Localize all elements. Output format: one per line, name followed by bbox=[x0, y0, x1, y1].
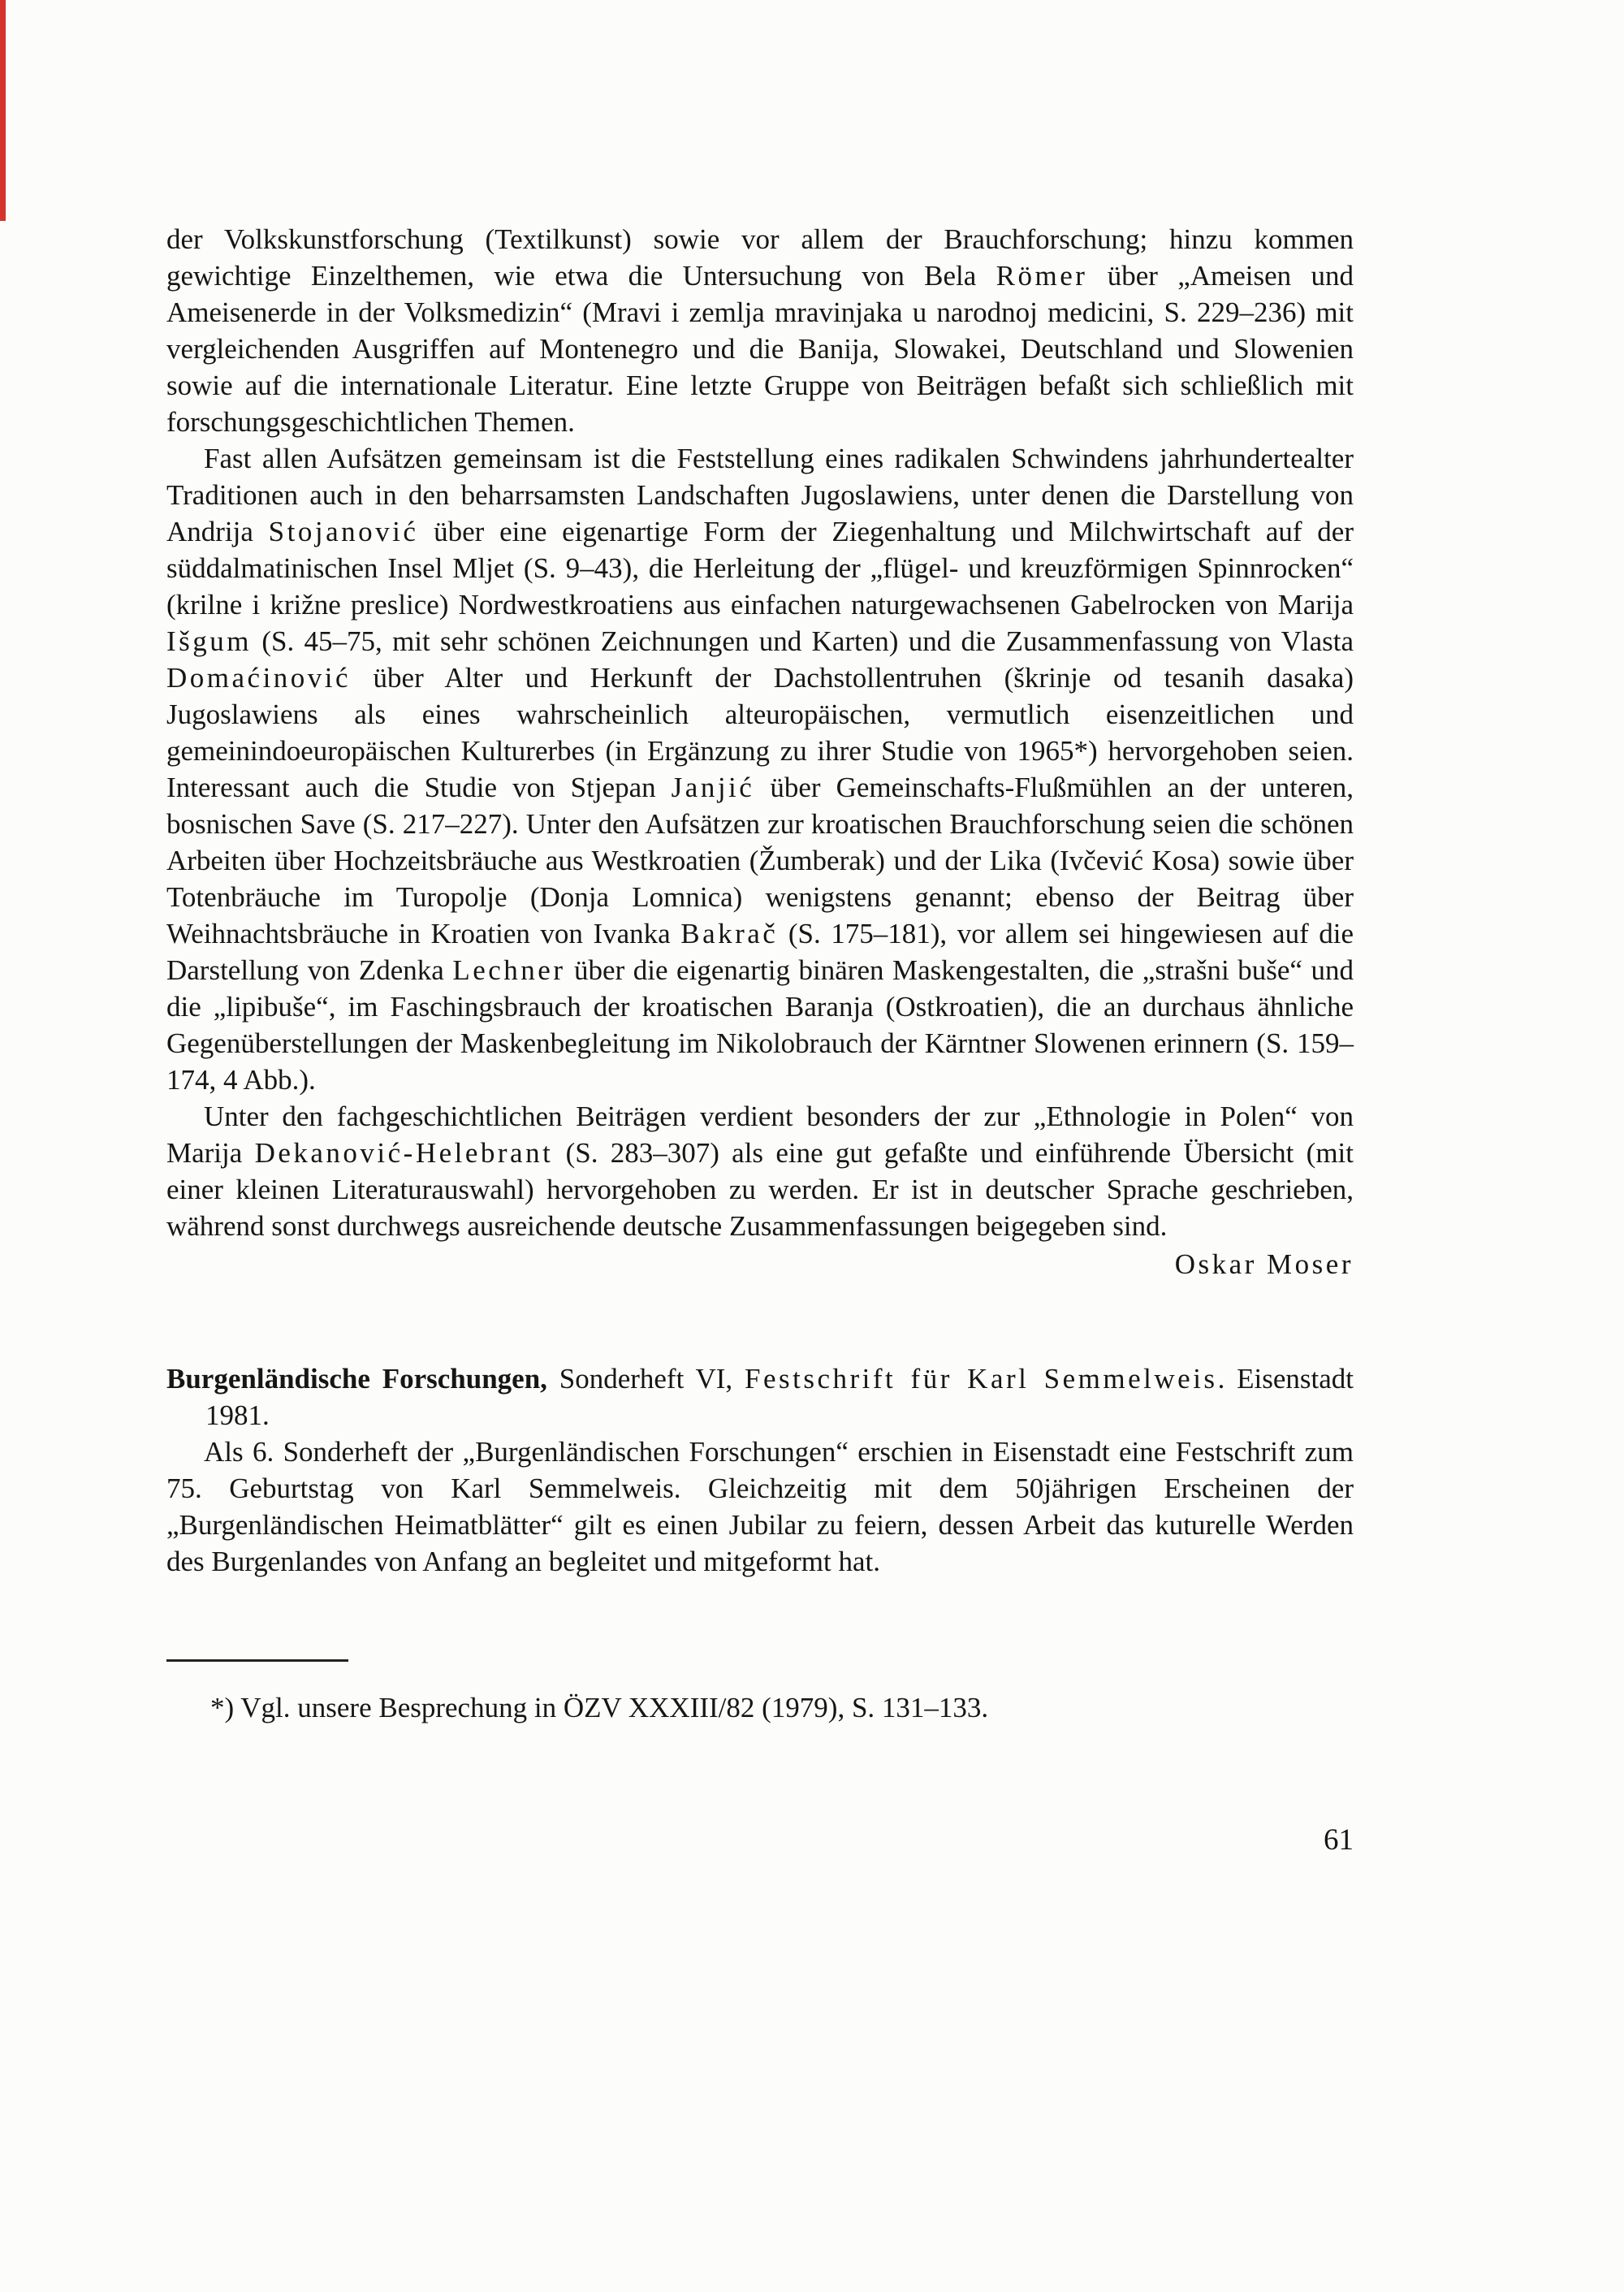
footnote-rule bbox=[166, 1659, 348, 1662]
spaced-name-run: Bakrač bbox=[680, 918, 779, 949]
text-run: Unter den fachgeschichtlichen Beiträgen verdient besonders der zur „Ethnologie in Polen“ von Marija bbox=[166, 1101, 1354, 1169]
spaced-name-run: Stojanović bbox=[268, 516, 419, 547]
spaced-name-run: Dekanović-Helebrant bbox=[254, 1137, 554, 1169]
text-run: Als 6. Sonderheft der „Burgenländischen Forschungen“ erschien in Eisenstadt eine Festschrift zum 75. Geburtstag von Karl Semmelweis. Gleichzeitig mit dem 50jährigen Erscheinen der „Burgenländischen Heimatblätter“ gilt es einen Jubilar zu feiern, dessen Arbeit das kuturelle Werden des Burgenlandes von Anfang an begleitet und mitgeformt hat. bbox=[166, 1436, 1354, 1577]
text-run: über „Ameisen und Ameisenerde in der Volksmedizin“ (Mravi i zemlja mravinjaka u narodnoj medicini, S. 229–236) mit vergleichenden Ausgriffen auf Montenegro und die Banija, Slowakei, Deutschland und Slowenien sowie auf die internationale Literatur. Eine letzte Gruppe von Beiträgen befaßt sich schließlich mit forschungsgeschichtlichen Themen. bbox=[166, 260, 1354, 438]
reviewer-name: Oskar Moser bbox=[1174, 1248, 1354, 1280]
paragraph bbox=[166, 440, 1354, 1098]
footnote-text: *) Vgl. unsere Besprechung in ÖZV XXXIII/82 (1979), S. 131–133. bbox=[210, 1692, 989, 1723]
spaced-name-run: Römer bbox=[996, 260, 1088, 292]
paragraph bbox=[166, 221, 1354, 440]
text-run: der Volkskunstforschung (Textilkunst) sowie vor allem der Brauchforschung; hinzu kommen gewichtige Einzelthemen, wie etwa die Untersuchung von Bela bbox=[166, 223, 1354, 292]
text-run: Sonderheft VI, bbox=[546, 1363, 745, 1395]
text-run: über Gemeinschafts-Flußmühlen an der unteren, bosnischen Save (S. 217–227). Unter den Aufsätzen zur kroatischen Brauchforschung seien die schönen Arbeiten über Hochzeitsbräuche aus Westkroatien (Žumberak) und der Lika (Ivčević Kosa) sowie über Totenbräuche im Turopolje (Donja Lomnica) wenigstens genannt; ebenso der Beitrag über Weihnachtsbräuche in Kroatien von Ivanka bbox=[166, 772, 1354, 949]
footnote-block bbox=[166, 1659, 1354, 1726]
spaced-name-run: Janjić bbox=[671, 772, 755, 803]
spaced-name-run: Festschrift für Karl Semmelweis bbox=[744, 1363, 1218, 1395]
review-burgenlaendische-forschungen bbox=[166, 1360, 1354, 1580]
paragraph bbox=[166, 1434, 1354, 1580]
review-volkskunstforschung bbox=[166, 221, 1354, 1282]
text-run: (S. 175–181), vor allem sei hingewiesen auf die Darstellung von Zdenka bbox=[166, 918, 1354, 986]
text-run: über eine eigenartige Form der Ziegenhaltung und Milchwirtschaft auf der süddalmatinischen Insel Mljet (S. 9–43), die Herleitung der „flügel- und kreuzförmigen Spinnrocken“ (krilne i križne preslice) Nordwestkroatiens aus einfachen naturgewachsenen Gabelrocken von Marija bbox=[166, 516, 1354, 621]
review-body-text bbox=[166, 221, 1354, 1244]
text-run: über die eigenartig binären Maskengestalten, die „strašni buše“ und die „lipibuše“, im Faschingsbrauch der kroatischen Baranja (Ostkroatien), die an durchaus ähnliche Gegenüberstellungen der Maskenbegleitung im Nikolobrauch der Kärntner Slowenen erinnern (S. 159–174, 4 Abb.). bbox=[166, 954, 1354, 1096]
spaced-name-run: Išgum bbox=[166, 625, 252, 657]
text-run: . Eisenstadt 1981. bbox=[205, 1363, 1354, 1431]
spaced-name-run: Lechner bbox=[452, 954, 566, 986]
page-number: 61 bbox=[1324, 1823, 1354, 1857]
text-run: (S. 283–307) als eine gut gefaßte und einführende Übersicht (mit einer kleinen Literaturauswahl) hervorgehoben zu werden. Er ist in deutscher Sprache geschrieben, während sonst durchwegs ausreichende deutsche Zusammenfassungen beigegeben sind. bbox=[166, 1137, 1354, 1242]
text-run: über Alter und Herkunft der Dachstollentruhen (škrinje od tesanih dasaka) Jugoslawiens als eines wahrscheinlich alteuropäischen, vermutlich eisenzeitlichen und gemeinindoeuropäischen Kulturerbes (in Ergänzung zu ihrer Studie von 1965*) hervorgehoben seien. Interessant auch die Studie von Stjepan bbox=[166, 662, 1354, 803]
text-run: (S. 45–75, mit sehr schönen Zeichnungen und Karten) und die Zusammenfassung von Vlasta bbox=[252, 625, 1354, 657]
reviewer-signature-line bbox=[166, 1246, 1354, 1282]
review-body-text bbox=[166, 1434, 1354, 1580]
text-run: Fast allen Aufsätzen gemeinsam ist die Feststellung eines radikalen Schwindens jahrhundertealter Traditionen auch in den beharrsamsten Landschaften Jugoslawiens, unter denen die Darstellung von Andrija bbox=[166, 443, 1354, 547]
scan-artifact-red-strip bbox=[0, 0, 6, 221]
bold-text-run: Burgenländische Forschungen, bbox=[166, 1363, 547, 1395]
spaced-name-run: Domaćinović bbox=[166, 662, 352, 694]
review-heading bbox=[166, 1360, 1354, 1434]
page-content bbox=[166, 221, 1354, 1858]
paragraph bbox=[166, 1098, 1354, 1244]
